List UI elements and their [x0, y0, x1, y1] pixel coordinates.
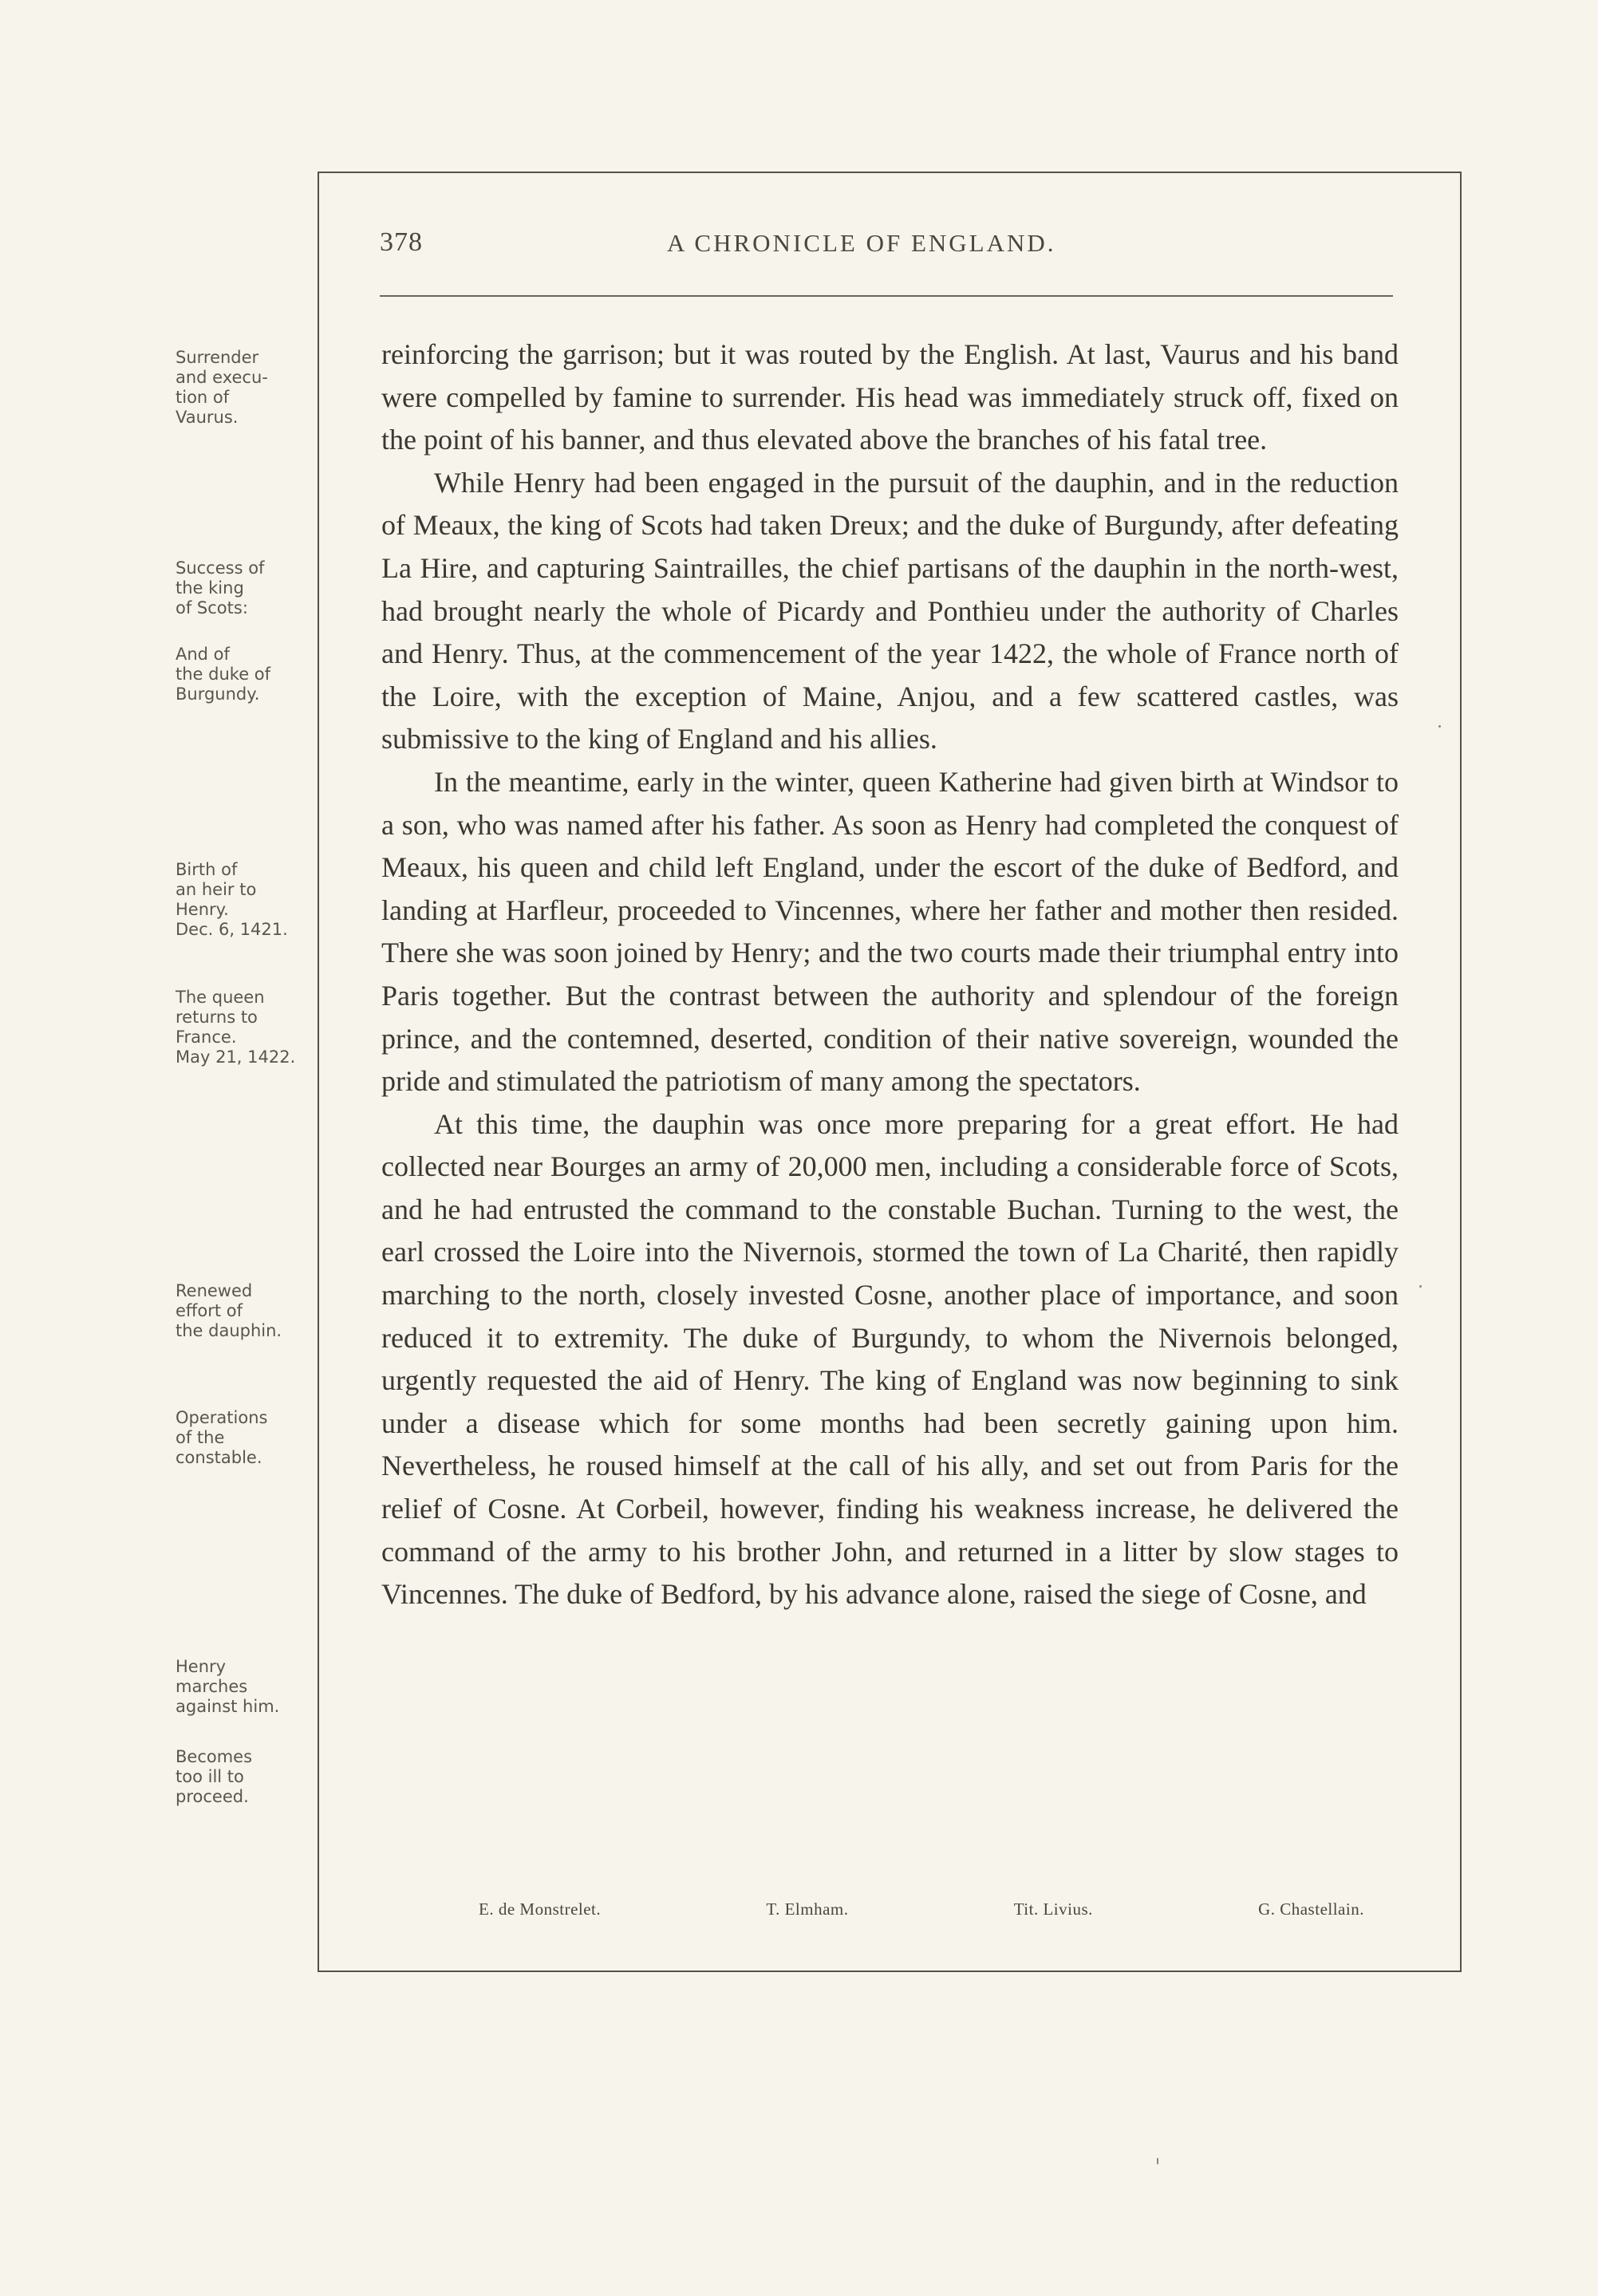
paragraph: reinforcing the garrison; but it was routed by the English. At last, Vaurus and his band were compelled by famine to surrender. His head was immediately struck off, fixed on the point of his banner, and thus elevated above the branches of his fatal tree. — [381, 338, 1399, 456]
paragraph: In the meantime, early in the winter, queen Katherine had given birth at Windsor to a son, who was named after his father. As soon as Henry had completed the conquest of Meaux, his queen and child left England, under the escort of the duke of Bedford, and landing at Harfleur, proceeded to Vincennes, where her father and mother then resided. There she was soon joined by Henry; and the two courts made their triumphal entry into Paris together. But the contrast between the authority and splendour of the foreign prince, and the contemned, deserted, condition of their native sovereign, wounded the pride and stimulated the patriotism of many among the spectators. — [381, 765, 1399, 1098]
source-reference: G. Chastellain. — [1258, 1900, 1364, 1919]
sidenote-queen-returns: The queen returns to France. May 21, 1422. — [176, 988, 296, 1067]
paper-speck — [1438, 725, 1441, 728]
paper-speck — [1419, 1285, 1422, 1288]
sidenote-king-of-scots: Success of the king of Scots: — [176, 558, 265, 617]
sidenote-becomes-too-ill: Becomes too ill to proceed. — [176, 1747, 253, 1806]
source-reference: Tit. Livius. — [1013, 1900, 1093, 1919]
source-reference: E. de Monstrelet. — [479, 1900, 602, 1919]
header-rule — [380, 295, 1393, 297]
source-references — [479, 1900, 1364, 1919]
sidenote-renewed-effort: Renewed effort of the dauphin. — [176, 1281, 282, 1340]
source-reference: T. Elmham. — [766, 1900, 849, 1919]
running-head: A CHRONICLE OF ENGLAND. — [667, 229, 1056, 257]
sidenote-henry-marches: Henry marches against him. — [176, 1657, 280, 1716]
sidenote-operations-constable: Operations of the constable. — [176, 1408, 268, 1467]
page-number: 378 — [380, 227, 423, 257]
sidenote-surrender-of-vaurus: Surrender and execu- tion of Vaurus. — [176, 348, 268, 427]
paragraph: At this time, the dauphin was once more preparing for a great effort. He had collected near Bourges an army of 20,000 men, including a considerable force of Scots, and he had entrusted the command to the constable Buchan. Turning to the west, the earl crossed the Loire into the Nivernois, stormed the town of La Charité, then rapidly marching to the north, closely invested Cosne, another place of importance, and soon reduced it to extremity. The duke of Burgundy, to whom the Nivernois belonged, urgently requested the aid of Henry. The king of England was now beginning to sink under a disease which for some months had been secretly gaining upon him. Nevertheless, he roused himself at the call of his ally, and set out from Paris for the relief of Cosne. At Corbeil, however, finding his weakness increase, he delivered the command of the army to his brother John, and returned in a litter by slow stages to Vincennes. The duke of Bedford, by his advance alone, raised the siege of Cosne, and — [381, 1107, 1399, 1611]
sidenote-birth-of-heir: Birth of an heir to Henry. Dec. 6, 1421. — [176, 860, 288, 939]
paper-speck — [1157, 2158, 1158, 2164]
paragraph: While Henry had been engaged in the pursuit of the dauphin, and in the reduction of Meaux, the king of Scots had taken Dreux; and the duke of Burgundy, after defeating La Hire, and capturing Saintrailles, the chief partisans of the dauphin in the north-west, had brought nearly the whole of Picardy and Ponthieu under the authority of Charles and Henry. Thus, at the commencement of the year 1422, the whole of France north of the Loire, with the exception of Maine, Anjou, and a few scattered castles, was submissive to the king of England and his allies. — [381, 466, 1399, 755]
sidenote-duke-of-burgundy: And of the duke of Burgundy. — [176, 645, 271, 704]
page-header — [380, 227, 1393, 267]
body-text — [381, 333, 1399, 1616]
